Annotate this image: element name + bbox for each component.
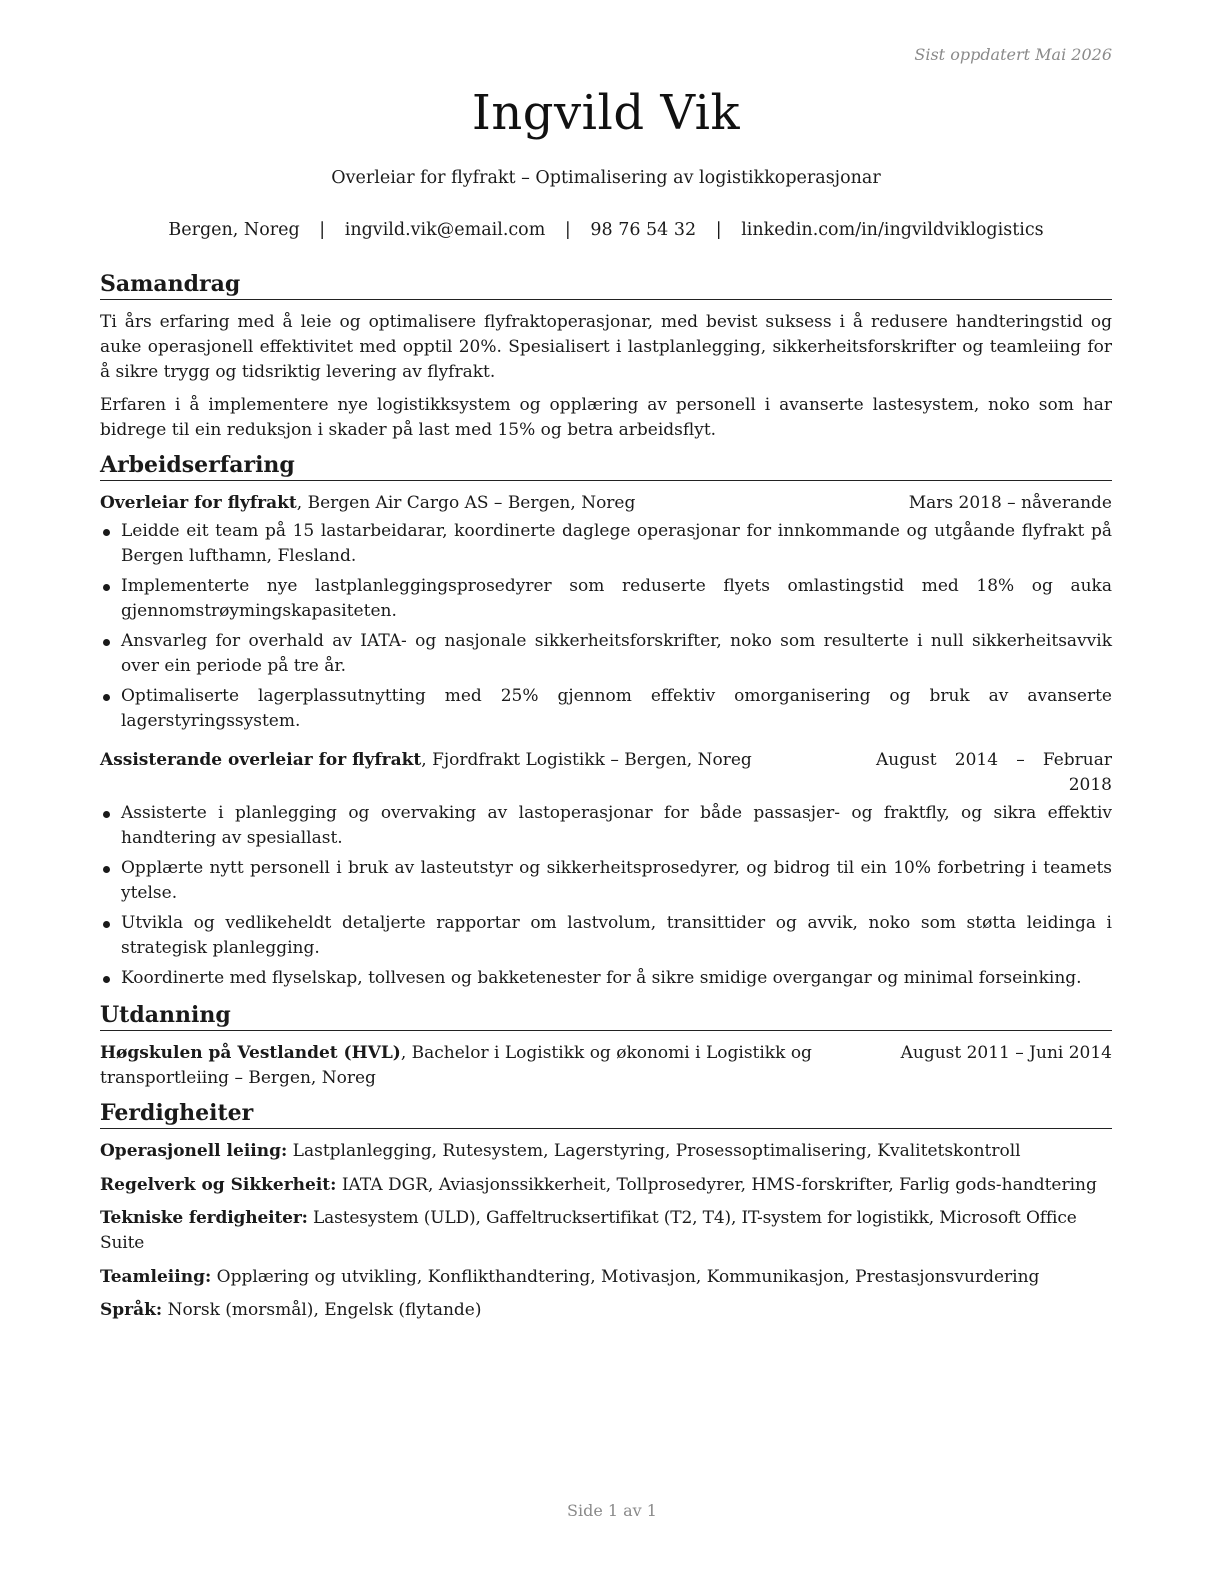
skill-value: Norsk (morsmål), Engelsk (flytande): [167, 1300, 482, 1320]
resume-content: [100, 270, 1112, 1332]
list-item: Implementerte nye lastplanleggingsprosedyrer som reduserte flyets omlastingstid med 18% og auka gjennomstrøymingskapasiteten.: [100, 574, 1112, 624]
section-heading-skills: Ferdigheiter: [100, 1099, 1112, 1129]
list-item: Utvikla og vedlikeheldt detaljerte rapportar om lastvolum, transittider og avvik, noko som støtta leidinga i strategisk planlegging.: [100, 911, 1112, 961]
contact-location: Bergen, Noreg: [168, 220, 300, 240]
last-updated-note: Sist oppdatert Mai 2026: [914, 45, 1112, 64]
contact-linkedin[interactable]: linkedin.com/in/ingvildviklogistics: [741, 220, 1044, 240]
job-company: , Fjordfrakt Logistikk – Bergen, Noreg: [421, 750, 752, 770]
skill-line: [100, 1139, 1112, 1164]
skill-label: Regelverk og Sikkerheit:: [100, 1174, 337, 1195]
skill-line: [100, 1265, 1112, 1290]
job-company: , Bergen Air Cargo AS – Bergen, Noreg: [296, 493, 636, 513]
list-item: Ansvarleg for overhald av IATA- og nasjonale sikkerheitsforskrifter, noko som resulterte i null sikkerheitsavvik over ein periode på tre år.: [100, 629, 1112, 679]
skill-label: Teamleiing:: [100, 1266, 212, 1287]
section-heading-experience: Arbeidserfaring: [100, 451, 1112, 481]
skill-line: [100, 1206, 1112, 1256]
candidate-name: Ingvild Vik: [471, 85, 741, 141]
skill-value: Lastplanlegging, Rutesystem, Lagerstyring, Prosessoptimalisering, Kvalitetskontroll: [292, 1141, 1021, 1161]
skill-value: Opplæring og utvikling, Konflikthandtering, Motivasjon, Kommunikasjon, Prestasjonsvurdering: [216, 1266, 1040, 1287]
skill-value: Lastesystem (ULD), Gaffeltrucksertifikat (T2, T4), IT-system for logistikk, Microsoft Office Suite: [100, 1208, 1077, 1253]
list-item: Koordinerte med flyselskap, tollvesen og bakketenester for å sikre smidige overgangar og minimal forseinking.: [100, 966, 1112, 991]
job-bullet-list: [100, 801, 1112, 991]
education-section: [100, 1001, 1112, 1091]
job-title: Assisterande overleiar for flyfrakt: [100, 750, 422, 770]
education-entry: [100, 1041, 1112, 1091]
contact-phone: 98 76 54 32: [590, 220, 697, 240]
job-header: [100, 491, 1112, 516]
skill-label: Tekniske ferdigheiter:: [100, 1208, 308, 1228]
skill-line: [100, 1173, 1112, 1198]
education-school-line: [100, 1041, 901, 1091]
skills-section: [100, 1099, 1112, 1323]
skill-label: Språk:: [100, 1300, 163, 1320]
contact-separator: |: [715, 220, 722, 240]
contact-separator: |: [564, 220, 571, 240]
summary-paragraph: Ti års erfaring med å leie og optimalisere flyfraktoperasjonar, med bevist suksess i å redusere handteringstid og auke operasjonell effektivitet med opptil 20%. Spesialisert i lastplanlegging, sikkerheitsforskrifter og teamleiing for å sikre trygg og tidsriktig levering av flyfrakt.: [100, 312, 1112, 382]
job-entry: [100, 491, 1112, 734]
skill-line: [100, 1298, 1112, 1323]
education-school: Høgskulen på Vestlandet (HVL): [100, 1043, 401, 1063]
section-heading-education: Utdanning: [100, 1001, 1112, 1031]
job-header: [100, 748, 1112, 798]
job-title-line: [100, 491, 909, 516]
list-item: Assisterte i planlegging og overvaking av lastoperasjonar for både passasjer- og fraktfly, og sikra effektiv handtering av spesiallast.: [100, 801, 1112, 851]
contact-separator: |: [319, 220, 326, 240]
job-dates: August 2014 – Februar 2018: [876, 750, 1112, 795]
job-entry: [100, 748, 1112, 991]
skill-label: Operasjonell leiing:: [100, 1141, 288, 1161]
professional-tagline: Overleiar for flyfrakt – Optimalisering av logistikkoperasjonar: [331, 168, 881, 188]
list-item: Opplærte nytt personell i bruk av lasteutstyr og sikkerheitsprosedyrer, og bidrog til ein 10% forbetring i teamets ytelse.: [100, 856, 1112, 906]
contact-line: [100, 220, 1112, 240]
experience-section: [100, 451, 1112, 991]
skill-value: IATA DGR, Aviasjonssikkerheit, Tollprosedyrer, HMS-forskrifter, Farlig gods-handtering: [341, 1174, 1097, 1195]
list-item: Optimaliserte lagerplassutnytting med 25% gjennom effektiv omorganisering og bruk av avanserte lagerstyringssystem.: [100, 684, 1112, 734]
section-heading-summary: Samandrag: [100, 270, 1112, 300]
summary-paragraph: Erfaren i å implementere nye logistikksystem og opplæring av personell i avanserte lastesystem, noko som har bidrege til ein reduksjon i skader på last med 15% og betra arbeidsflyt.: [100, 395, 1112, 440]
education-details: , Bachelor i Logistikk og økonomi i Logistikk og transportleiing – Bergen, Noreg: [100, 1043, 812, 1088]
list-item: Leidde eit team på 15 lastarbeidarar, koordinerte daglege operasjonar for innkommande og utgåande flyfrakt på Bergen lufthamn, Flesland.: [100, 519, 1112, 569]
education-dates: August 2011 – Juni 2014: [900, 1043, 1112, 1063]
job-bullet-list: [100, 519, 1112, 734]
contact-email[interactable]: ingvild.vik@email.com: [344, 220, 546, 240]
page-number-footer: Side 1 av 1: [567, 1501, 657, 1520]
job-title-line: [100, 748, 876, 773]
job-dates: Mars 2018 – nåverande: [908, 493, 1112, 513]
summary-section: [100, 270, 1112, 443]
job-title: Overleiar for flyfrakt: [100, 493, 297, 513]
